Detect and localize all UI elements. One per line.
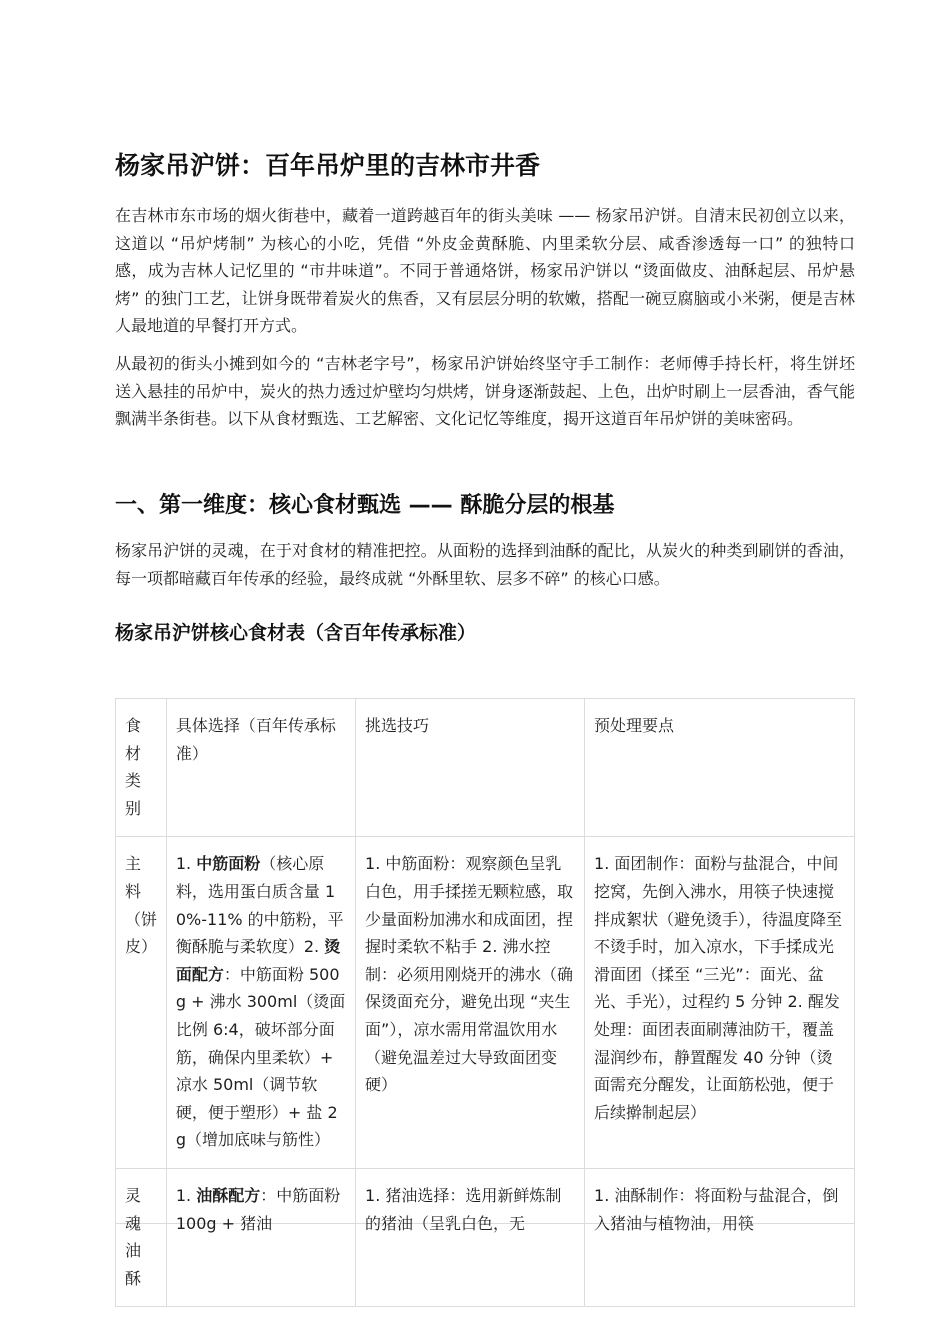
selection-cell: 1. 油酥配方：中筋面粉 100g + 猪油 [166, 1168, 355, 1306]
ingredient-table [115, 698, 855, 1307]
tips-cell: 1. 中筋面粉：观察颜色呈乳白色，用手揉搓无颗粒感，取少量面粉加沸水和成面团，捏握时柔软不粘手 2. 沸水控制：必须用刚烧开的沸水（确保烫面充分，避免出现 “夹生面”），凉水需用常温饮用水（避免温差过大导致面团变硬） [356, 837, 585, 1169]
header-cell: 食材类别 [116, 699, 167, 837]
ingredient-table-container [115, 698, 855, 1288]
bold-term: 油酥配方 [196, 1185, 261, 1205]
prep-cell: 1. 油酥制作：将面粉与盐混合，倒入猪油与植物油，用筷 [585, 1168, 855, 1306]
page-title: 杨家吊沪饼：百年吊炉里的吉林市井香 [115, 151, 541, 180]
table-row [116, 1168, 855, 1306]
category-cell: 灵魂油酥 [116, 1168, 167, 1306]
section-paragraph: 杨家吊沪饼的灵魂，在于对食材的精准把控。从面粉的选择到油酥的配比，从炭火的种类到刷饼的香油，每一项都暗藏百年传承的经验，最终成就 “外酥里软、层多不碎” 的核心口感。 [115, 541, 855, 588]
table-row [116, 837, 855, 1169]
intro-paragraph-1: 在吉林市东市场的烟火街巷中，藏着一道跨越百年的街头美味 —— 杨家吊沪饼。自清末民初创立以来，这道以 “吊炉烤制” 为核心的小吃，凭借 “外皮金黄酥脆、内里柔软分层、咸香渗透每一口” 的独特口感，成为吉林人记忆里的 “市井味道”。不同于普通烙饼，杨家吊沪饼以 “烫面做皮、油酥起层、吊炉悬烤” 的独门工艺，让饼身既带着炭火的焦香，又有层层分明的软嫩，搭配一碗豆腐脑或小米粥，便是吉林人最地道的早餐打开方式。 [115, 206, 855, 336]
tips-cell: 1. 猪油选择：选用新鲜炼制的猪油（呈乳白色，无 [356, 1168, 585, 1306]
table-heading: 杨家吊沪饼核心食材表（含百年传承标准） [115, 622, 477, 644]
header-cell: 挑选技巧 [356, 699, 585, 837]
header-cell: 预处理要点 [585, 699, 855, 837]
selection-cell: 1. 中筋面粉（核心原料，选用蛋白质含量 10%-11% 的中筋粉，平衡酥脆与柔软度）2. 烫面配方：中筋面粉 500g + 沸水 300ml（烫面比例 6:4，破坏部分面筋，确保内里柔软）+ 凉水 50ml（调节软硬，便于塑形）+ 盐 2g（增加底味与筋性） [166, 837, 355, 1169]
prep-cell: 1. 面团制作：面粉与盐混合，中间挖窝，先倒入沸水，用筷子快速搅拌成絮状（避免烫手），待温度降至不烫手时，加入凉水，下手揉成光滑面团（揉至 “三光”：面光、盆光、手光），过程约 5 分钟 2. 醒发处理：面团表面刷薄油防干，覆盖湿润纱布，静置醒发 40 分钟（烫面需充分醒发，让面筋松弛，便于后续擀制起层） [585, 837, 855, 1169]
section-heading: 一、第一维度：核心食材甄选 —— 酥脆分层的根基 [115, 493, 615, 518]
bold-term: 中筋面粉 [196, 854, 261, 874]
bold-term: 烫面配方 [175, 937, 341, 984]
category-cell: 主料（饼皮） [116, 837, 167, 1169]
header-cell: 具体选择（百年传承标准） [166, 699, 355, 837]
table-header-row [116, 699, 855, 837]
intro-paragraph-2: 从最初的街头小摊到如今的 “吉林老字号”，杨家吊沪饼始终坚守手工制作：老师傅手持长杆，将生饼坯送入悬挂的吊炉中，炭火的热力透过炉壁均匀烘烤，饼身逐渐鼓起、上色，出炉时刷上一层香油，香气能飘满半条街巷。以下从食材甄选、工艺解密、文化记忆等维度，揭开这道百年吊炉饼的美味密码。 [115, 354, 855, 429]
